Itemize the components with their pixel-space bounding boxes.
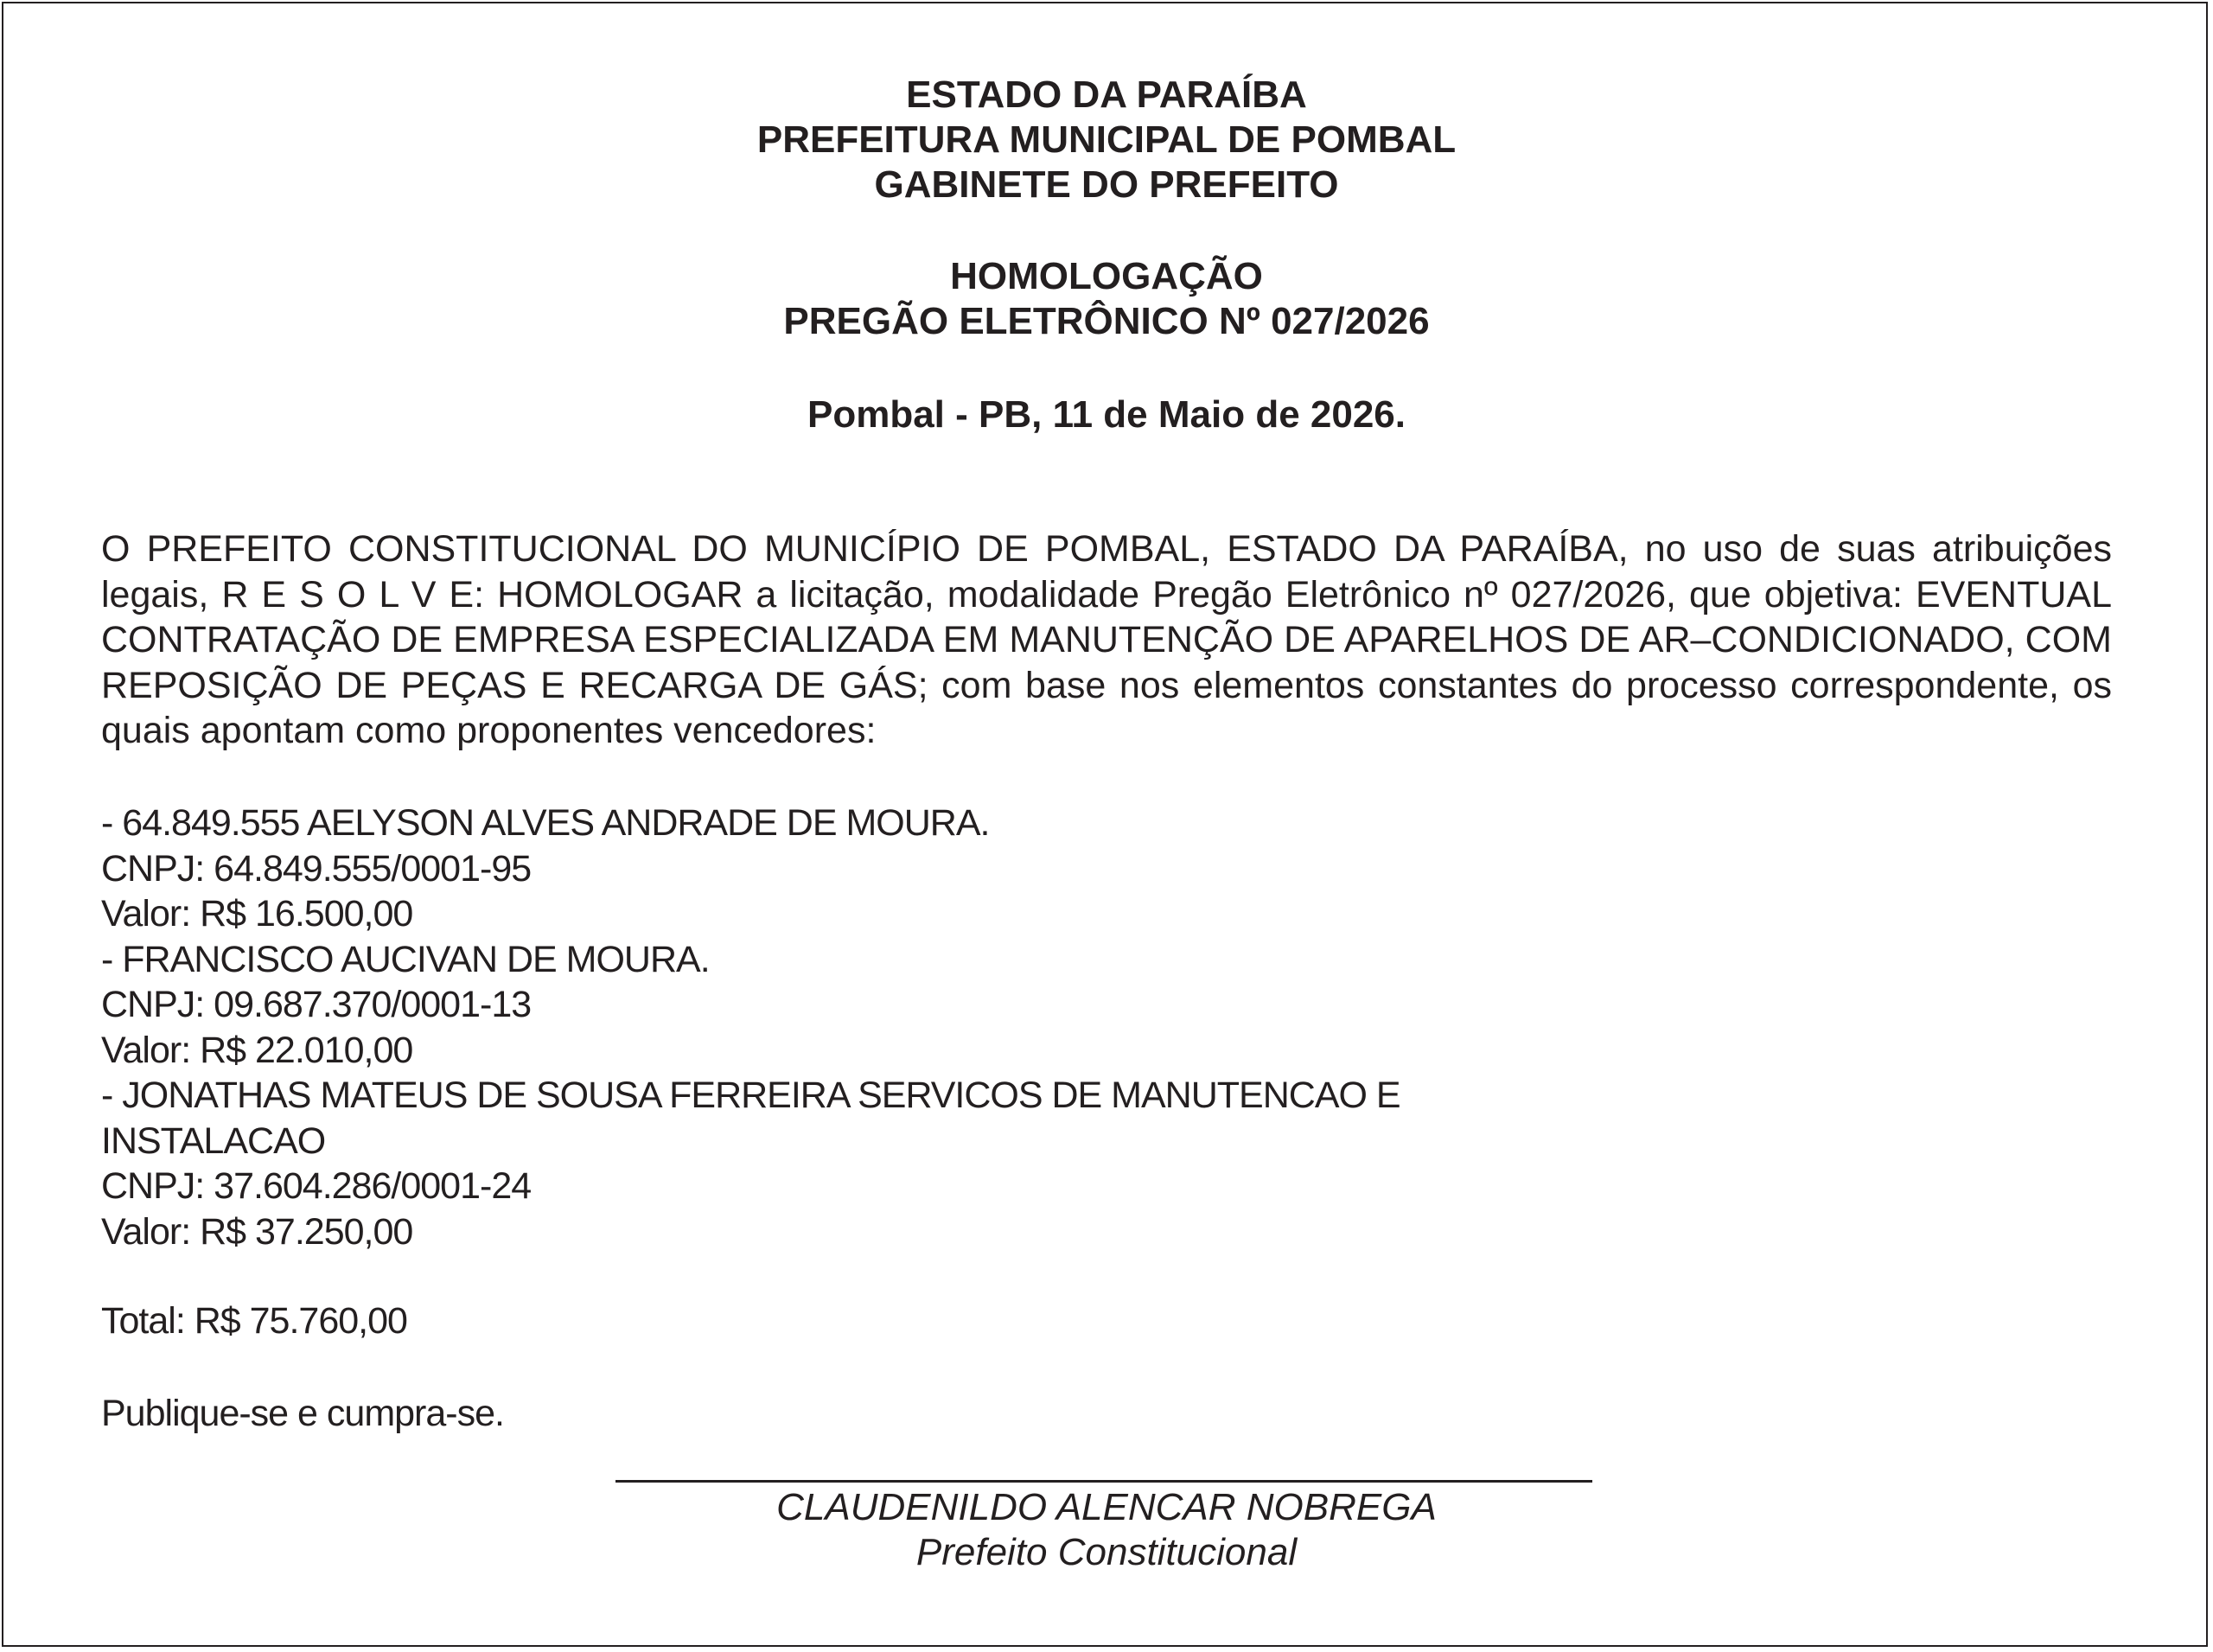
winner-name: - JONATHAS MATEUS DE SOUSA FERREIRA SERVICOS DE MANUTENCAO E <box>101 1075 1400 1116</box>
winner-cnpj: CNPJ: 37.604.286/0001-24 <box>101 1165 532 1207</box>
header-office: GABINETE DO PREFEITO <box>874 163 1339 206</box>
winner-name-continued: INSTALACAO <box>101 1119 326 1162</box>
winner-name: - FRANCISCO AUCIVAN DE MOURA. <box>101 938 710 980</box>
winners-list <box>101 800 2112 1254</box>
total-amount: Total: R$ 75.760,00 <box>101 1300 407 1342</box>
winner-value: Valor: R$ 22.010,00 <box>101 1029 413 1071</box>
signatory-role: Prefeito Constitucional <box>915 1531 1298 1573</box>
signature-block <box>0 1485 2213 1575</box>
winner-cnpj: CNPJ: 64.849.555/0001-95 <box>101 847 532 890</box>
winner-cnpj: CNPJ: 09.687.370/0001-13 <box>101 984 532 1025</box>
date-line: Pombal - PB, 11 de Maio de 2026. <box>807 393 1406 436</box>
winner-entry <box>101 1073 2112 1254</box>
resolution-paragraph: O PREFEITO CONSTITUCIONAL DO MUNICÍPIO DE POMBAL, ESTADO DA PARAÍBA, no uso de suas atribuições legais, R E S O L V E: HOMOLOGAR a licitação, modalidade Pregão Eletrônico nº 027/2026, que objetiva: EVENTUAL CONTRATAÇÃO DE EMPRESA ESPECIALIZADA EM MANUTENÇÃO DE APARELHOS DE AR–CONDICIONADO, COM REPOSIÇÃO DE PEÇAS E RECARGA DE GÁS; com base nos elementos constantes do processo correspondente, os quais apontam como proponentes vencedores: <box>101 528 2112 751</box>
act-title: HOMOLOGAÇÃO <box>950 255 1263 297</box>
act-subtitle: PREGÃO ELETRÔNICO Nº 027/2026 <box>783 300 1430 342</box>
act-title-block <box>0 254 2213 344</box>
signature-line <box>615 1480 1592 1483</box>
issuer-header <box>0 73 2213 207</box>
header-prefecture: PREFEITURA MUNICIPAL DE POMBAL <box>756 118 1457 161</box>
winner-entry <box>101 800 2112 937</box>
winner-value: Valor: R$ 37.250,00 <box>101 1210 413 1253</box>
winner-value: Valor: R$ 16.500,00 <box>101 893 413 934</box>
closing-line: Publique-se e cumpra-se. <box>101 1393 504 1434</box>
header-state: ESTADO DA PARAÍBA <box>906 73 1307 116</box>
signatory-name: CLAUDENILDO ALENCAR NOBREGA <box>776 1486 1437 1528</box>
winner-entry <box>101 937 2112 1074</box>
winner-name: - 64.849.555 AELYSON ALVES ANDRADE DE MOURA. <box>101 802 990 844</box>
